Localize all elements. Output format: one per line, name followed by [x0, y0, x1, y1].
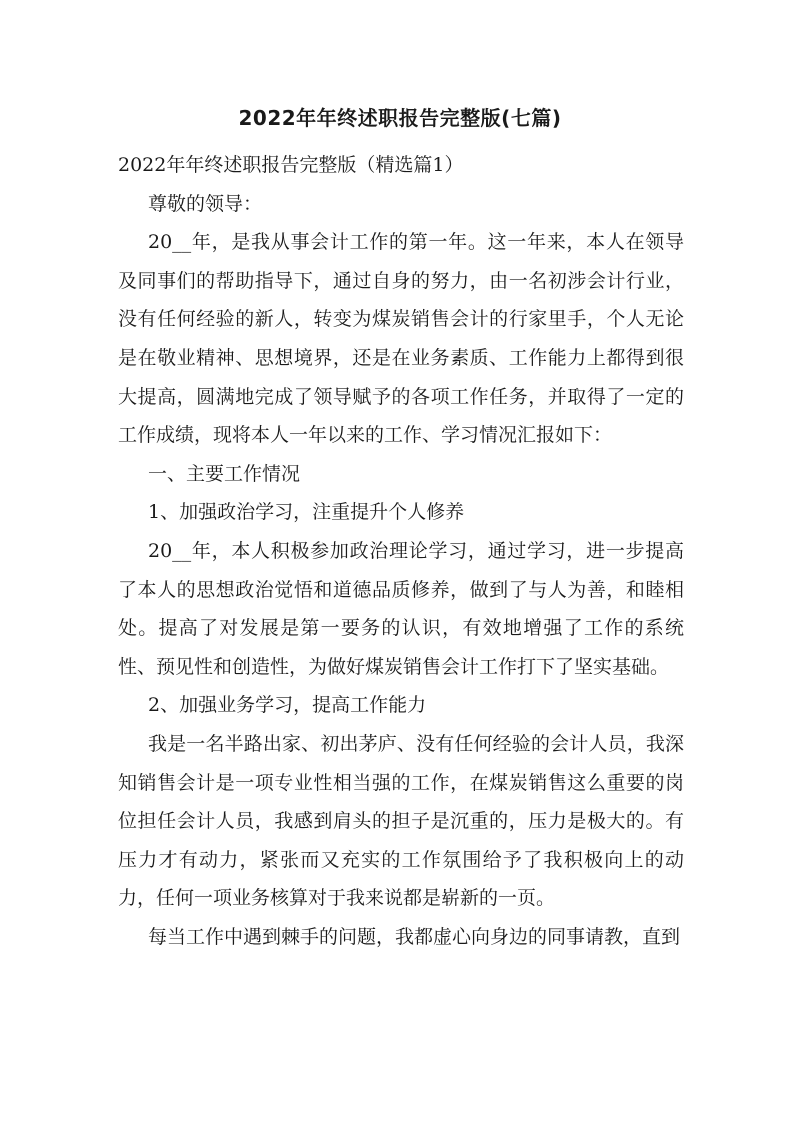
- salutation: 尊敬的领导：: [148, 192, 263, 215]
- document-body: [118, 146, 684, 956]
- subsection-heading: 2、加强业务学习，提高工作能力: [148, 694, 427, 717]
- body-paragraph: 我是一名半路出家、初出茅庐、没有任何经验的会计人员，我深知销售会计是一项专业性相当强的工作，在煤炭销售这么重要的岗位担任会计人员，我感到肩头的担子是沉重的，压力是极大的。有压力才有动力，紧张而又充实的工作氛围给予了我积极向上的动力，任何一项业务核算对于我来说都是崭新的一页。: [118, 732, 684, 910]
- body-paragraph: 20__年，本人积极参加政治理论学习，通过学习，进一步提高了本人的思想政治觉悟和道德品质修养，做到了与人为善，和睦相处。提高了对发展是第一要务的认识，有效地增强了工作的系统性、预见性和创造性，为做好煤炭销售会计工作打下了坚实基础。: [118, 539, 684, 678]
- body-paragraph: 每当工作中遇到棘手的问题，我都虚心向身边的同事请教，直到: [148, 925, 681, 948]
- subsection-heading: 1、加强政治学习，注重提升个人修养: [148, 501, 465, 524]
- document-title: 2022年年终述职报告完整版(七篇): [238, 106, 562, 130]
- body-paragraph: 20__年，是我从事会计工作的第一年。这一年来，本人在领导及同事们的帮助指导下，通过自身的努力，由一名初涉会计行业，没有任何经验的新人，转变为煤炭销售会计的行家里手，个人无论是在敬业精神、思想境界，还是在业务素质、工作能力上都得到很大提高，圆满地完成了领导赋予的各项工作任务，并取得了一定的工作成绩，现将本人一年以来的工作、学习情况汇报如下：: [118, 231, 684, 447]
- document-subtitle: 2022年年终述职报告完整版（精选篇1）: [118, 154, 464, 176]
- section-heading: 一、主要工作情况: [148, 462, 301, 485]
